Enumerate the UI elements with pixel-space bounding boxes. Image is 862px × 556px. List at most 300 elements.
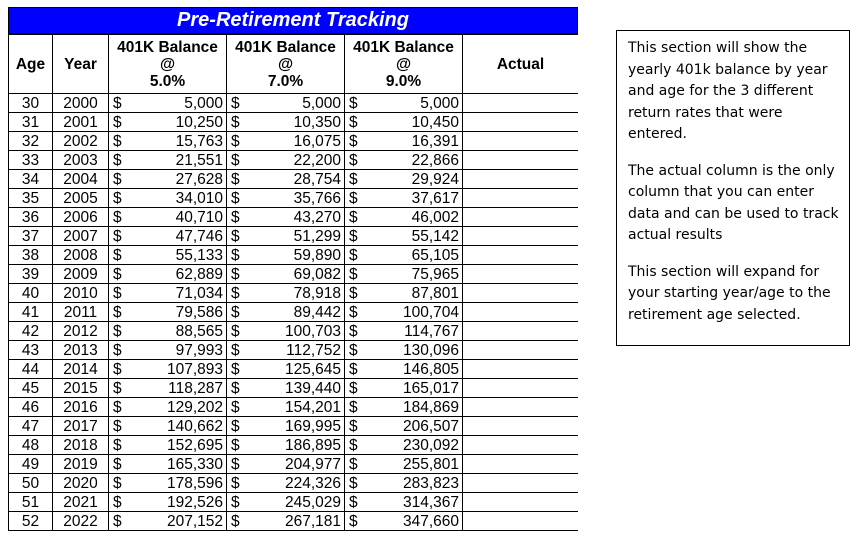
actual-input-cell[interactable] [463,322,579,341]
age-cell: 44 [9,360,53,379]
balance-cell-b7 [227,94,345,113]
balance-cell-b7 [227,208,345,227]
currency-symbol: $ [349,151,358,169]
currency-symbol: $ [349,265,358,283]
table-row [9,246,579,265]
table-row [9,417,579,436]
age-cell: 43 [9,341,53,360]
year-cell: 2001 [53,113,109,132]
balance-cell-b5 [109,512,227,531]
balance-value: 129,202 [166,398,223,416]
balance-cell-b9 [345,417,463,436]
age-cell: 48 [9,436,53,455]
currency-symbol: $ [231,512,240,530]
age-cell: 51 [9,493,53,512]
balance-value: 130,096 [402,341,459,359]
balance-value: 40,710 [175,208,223,226]
balance-cell-b7 [227,417,345,436]
balance-cell-b9 [345,379,463,398]
currency-symbol: $ [231,246,240,264]
balance-value: 314,367 [402,493,459,511]
balance-value: 5,000 [184,94,223,112]
balance-value: 224,326 [284,474,341,492]
year-cell: 2000 [53,94,109,113]
currency-symbol: $ [349,189,358,207]
currency-symbol: $ [231,436,240,454]
balance-cell-b5 [109,208,227,227]
table-row [9,208,579,227]
age-cell: 35 [9,189,53,208]
currency-symbol: $ [113,284,122,302]
currency-symbol: $ [349,379,358,397]
table-row [9,303,579,322]
balance-value: 27,628 [175,170,223,188]
table-body [9,94,579,531]
year-cell: 2003 [53,151,109,170]
header-rate: 7.0% [267,72,304,90]
balance-value: 125,645 [284,360,341,378]
balance-cell-b5 [109,151,227,170]
balance-cell-b7 [227,227,345,246]
balance-value: 114,767 [404,322,459,340]
header-age: Age [9,35,53,94]
note-paragraph: The actual column is the only column that you can enter data and can be used to track actual results [628,162,839,243]
currency-symbol: $ [349,341,358,359]
balance-value: 10,450 [411,113,459,131]
balance-cell-b5 [109,189,227,208]
header-row [9,35,579,94]
balance-value: 230,092 [402,436,459,454]
balance-cell-b9 [345,360,463,379]
balance-value: 152,695 [166,436,223,454]
currency-symbol: $ [349,94,358,112]
year-cell: 2002 [53,132,109,151]
balance-value: 154,201 [284,398,341,416]
balance-value: 207,152 [166,512,223,530]
table-row [9,227,579,246]
balance-value: 34,010 [175,189,223,207]
currency-symbol: $ [231,227,240,245]
age-cell: 34 [9,170,53,189]
age-cell: 30 [9,94,53,113]
balance-value: 206,507 [402,417,459,435]
currency-symbol: $ [349,493,358,511]
balance-value: 140,662 [166,417,223,435]
balance-value: 165,017 [402,379,459,397]
balance-cell-b9 [345,341,463,360]
actual-input-cell[interactable] [463,341,579,360]
balance-value: 192,526 [166,493,223,511]
currency-symbol: $ [113,360,122,378]
age-cell: 39 [9,265,53,284]
currency-symbol: $ [113,189,122,207]
currency-symbol: $ [113,417,122,435]
currency-symbol: $ [231,417,240,435]
table-row [9,113,579,132]
currency-symbol: $ [349,170,358,188]
actual-input-cell[interactable] [463,94,579,113]
table-row [9,398,579,417]
actual-input-cell[interactable] [463,132,579,151]
table-row [9,360,579,379]
balance-cell-b9 [345,303,463,322]
actual-input-cell[interactable] [463,360,579,379]
year-cell: 2020 [53,474,109,493]
balance-cell-b5 [109,360,227,379]
actual-input-cell[interactable] [463,379,579,398]
currency-symbol: $ [231,493,240,511]
actual-input-cell[interactable] [463,227,579,246]
age-cell: 36 [9,208,53,227]
actual-input-cell[interactable] [463,398,579,417]
balance-cell-b5 [109,284,227,303]
currency-symbol: $ [231,303,240,321]
actual-input-cell[interactable] [463,189,579,208]
balance-cell-b9 [345,265,463,284]
balance-cell-b5 [109,379,227,398]
balance-value: 78,918 [293,284,341,302]
header-at: @ [395,55,412,73]
currency-symbol: $ [113,341,122,359]
currency-symbol: $ [231,113,240,131]
balance-cell-b9 [345,94,463,113]
header-balance-9 [345,35,463,94]
table-row [9,455,579,474]
sheet-title: Pre-Retirement Tracking [8,7,578,34]
actual-input-cell[interactable] [463,303,579,322]
balance-value: 112,752 [286,341,341,359]
currency-symbol: $ [231,265,240,283]
header-rate: 9.0% [385,72,422,90]
balance-cell-b9 [345,493,463,512]
balance-value: 88,565 [175,322,223,340]
currency-symbol: $ [231,132,240,150]
balance-cell-b9 [345,132,463,151]
balance-cell-b7 [227,284,345,303]
currency-symbol: $ [349,455,358,473]
balance-cell-b9 [345,170,463,189]
balance-value: 169,995 [284,417,341,435]
table-row [9,94,579,113]
year-cell: 2022 [53,512,109,531]
balance-cell-b5 [109,265,227,284]
balance-cell-b9 [345,227,463,246]
year-cell: 2018 [53,436,109,455]
balance-cell-b5 [109,246,227,265]
age-cell: 40 [9,284,53,303]
balance-value: 5,000 [302,94,341,112]
balance-cell-b9 [345,436,463,455]
currency-symbol: $ [349,398,358,416]
balance-cell-b9 [345,113,463,132]
balance-value: 89,442 [293,303,341,321]
header-at: @ [159,55,176,73]
balance-value: 178,596 [166,474,223,492]
table-row [9,265,579,284]
actual-input-cell[interactable] [463,474,579,493]
balance-value: 22,866 [411,151,459,169]
balance-cell-b9 [345,474,463,493]
age-cell: 52 [9,512,53,531]
balance-value: 184,869 [402,398,459,416]
table-row [9,379,579,398]
balance-value: 107,893 [166,360,223,378]
currency-symbol: $ [113,303,122,321]
balance-cell-b5 [109,303,227,322]
age-cell: 33 [9,151,53,170]
currency-symbol: $ [113,208,122,226]
currency-symbol: $ [113,379,122,397]
actual-input-cell[interactable] [463,455,579,474]
actual-input-cell[interactable] [463,208,579,227]
balance-value: 146,805 [402,360,459,378]
balance-value: 283,823 [402,474,459,492]
balance-cell-b5 [109,474,227,493]
info-note [616,30,850,346]
actual-input-cell[interactable] [463,246,579,265]
currency-symbol: $ [113,132,122,150]
actual-input-cell[interactable] [463,265,579,284]
currency-symbol: $ [113,151,122,169]
currency-symbol: $ [113,436,122,454]
currency-symbol: $ [349,436,358,454]
currency-symbol: $ [113,322,122,340]
currency-symbol: $ [113,113,122,131]
balance-cell-b5 [109,455,227,474]
currency-symbol: $ [231,341,240,359]
balance-value: 16,391 [411,132,459,150]
year-cell: 2014 [53,360,109,379]
balance-value: 22,200 [293,151,341,169]
balance-value: 47,746 [175,227,223,245]
year-cell: 2010 [53,284,109,303]
table-row [9,151,579,170]
balance-cell-b7 [227,398,345,417]
balance-value: 5,000 [420,94,459,112]
currency-symbol: $ [231,151,240,169]
header-balance-label: 401K Balance [353,38,454,56]
balance-cell-b7 [227,455,345,474]
balance-value: 71,034 [175,284,223,302]
currency-symbol: $ [231,322,240,340]
table-row [9,170,579,189]
currency-symbol: $ [349,284,358,302]
actual-input-cell[interactable] [463,512,579,531]
actual-input-cell[interactable] [463,417,579,436]
currency-symbol: $ [231,189,240,207]
currency-symbol: $ [113,398,122,416]
currency-symbol: $ [113,227,122,245]
balance-value: 165,330 [166,455,223,473]
age-cell: 49 [9,455,53,474]
currency-symbol: $ [113,455,122,473]
currency-symbol: $ [349,360,358,378]
currency-symbol: $ [349,132,358,150]
balance-value: 62,889 [175,265,223,283]
year-cell: 2005 [53,189,109,208]
balance-value: 139,440 [284,379,341,397]
balance-value: 75,965 [411,265,459,283]
balance-value: 15,763 [175,132,223,150]
note-paragraph: This section will show the yearly 401k balance by year and age for the 3 different return rates that were entered. [628,40,828,142]
currency-symbol: $ [113,170,122,188]
age-cell: 46 [9,398,53,417]
balance-value: 28,754 [293,170,341,188]
currency-symbol: $ [349,208,358,226]
year-cell: 2017 [53,417,109,436]
balance-cell-b5 [109,417,227,436]
balance-cell-b5 [109,398,227,417]
balance-value: 87,801 [411,284,459,302]
balance-cell-b7 [227,170,345,189]
currency-symbol: $ [349,227,358,245]
year-cell: 2006 [53,208,109,227]
balance-value: 267,181 [284,512,341,530]
year-cell: 2004 [53,170,109,189]
balance-value: 100,704 [402,303,459,321]
header-at: @ [277,55,294,73]
balance-cell-b7 [227,322,345,341]
table-row [9,474,579,493]
pre-retirement-sheet [8,7,578,556]
currency-symbol: $ [231,455,240,473]
header-actual: Actual [463,35,579,94]
balance-value: 347,660 [402,512,459,530]
balance-cell-b7 [227,436,345,455]
age-cell: 42 [9,322,53,341]
balance-cell-b7 [227,474,345,493]
balance-value: 46,002 [411,208,459,226]
currency-symbol: $ [231,170,240,188]
balance-value: 59,890 [293,246,341,264]
balance-cell-b7 [227,360,345,379]
year-cell: 2011 [53,303,109,322]
balance-cell-b5 [109,113,227,132]
year-cell: 2021 [53,493,109,512]
balance-value: 118,287 [168,379,223,397]
balance-cell-b9 [345,151,463,170]
header-year: Year [53,35,109,94]
currency-symbol: $ [231,284,240,302]
table-row [9,512,579,531]
balance-cell-b5 [109,227,227,246]
balance-value: 37,617 [411,189,459,207]
actual-input-cell[interactable] [463,284,579,303]
balance-value: 255,801 [402,455,459,473]
balance-cell-b7 [227,113,345,132]
balance-cell-b5 [109,94,227,113]
balance-cell-b7 [227,189,345,208]
currency-symbol: $ [349,512,358,530]
balance-value: 10,250 [175,113,223,131]
balance-value: 204,977 [284,455,341,473]
header-balance-label: 401K Balance [117,38,218,56]
currency-symbol: $ [113,94,122,112]
balance-cell-b7 [227,341,345,360]
currency-symbol: $ [113,512,122,530]
balance-value: 69,082 [293,265,341,283]
currency-symbol: $ [231,208,240,226]
header-balance-label: 401K Balance [235,38,336,56]
currency-symbol: $ [349,113,358,131]
actual-input-cell[interactable] [463,436,579,455]
balance-cell-b7 [227,493,345,512]
balance-value: 51,299 [293,227,341,245]
currency-symbol: $ [349,474,358,492]
currency-symbol: $ [231,360,240,378]
tracking-table [8,34,578,531]
balance-cell-b9 [345,512,463,531]
currency-symbol: $ [231,398,240,416]
balance-cell-b7 [227,151,345,170]
balance-cell-b7 [227,512,345,531]
table-row [9,284,579,303]
balance-cell-b9 [345,246,463,265]
balance-value: 55,142 [411,227,459,245]
balance-value: 35,766 [293,189,341,207]
balance-value: 29,924 [411,170,459,188]
actual-input-cell[interactable] [463,113,579,132]
year-cell: 2007 [53,227,109,246]
table-row [9,341,579,360]
currency-symbol: $ [349,303,358,321]
year-cell: 2012 [53,322,109,341]
balance-value: 21,551 [175,151,223,169]
balance-value: 65,105 [411,246,459,264]
balance-cell-b5 [109,436,227,455]
actual-input-cell[interactable] [463,151,579,170]
balance-value: 100,703 [284,322,341,340]
balance-value: 55,133 [175,246,223,264]
balance-cell-b5 [109,341,227,360]
table-row [9,436,579,455]
year-cell: 2015 [53,379,109,398]
header-balance-5 [109,35,227,94]
currency-symbol: $ [349,322,358,340]
age-cell: 47 [9,417,53,436]
table-row [9,189,579,208]
balance-cell-b9 [345,322,463,341]
year-cell: 2013 [53,341,109,360]
balance-value: 97,993 [175,341,223,359]
age-cell: 31 [9,113,53,132]
balance-value: 186,895 [284,436,341,454]
actual-input-cell[interactable] [463,170,579,189]
currency-symbol: $ [113,474,122,492]
table-row [9,132,579,151]
balance-cell-b5 [109,493,227,512]
currency-symbol: $ [113,265,122,283]
table-row [9,322,579,341]
note-paragraph: This section will expand for your starting year/age to the retirement age selected. [628,263,831,323]
currency-symbol: $ [349,417,358,435]
header-balance-7 [227,35,345,94]
age-cell: 41 [9,303,53,322]
age-cell: 32 [9,132,53,151]
currency-symbol: $ [231,379,240,397]
age-cell: 38 [9,246,53,265]
currency-symbol: $ [349,246,358,264]
balance-value: 16,075 [293,132,341,150]
actual-input-cell[interactable] [463,493,579,512]
currency-symbol: $ [113,493,122,511]
balance-cell-b7 [227,132,345,151]
year-cell: 2019 [53,455,109,474]
age-cell: 37 [9,227,53,246]
balance-cell-b9 [345,455,463,474]
balance-value: 245,029 [284,493,341,511]
balance-cell-b7 [227,265,345,284]
